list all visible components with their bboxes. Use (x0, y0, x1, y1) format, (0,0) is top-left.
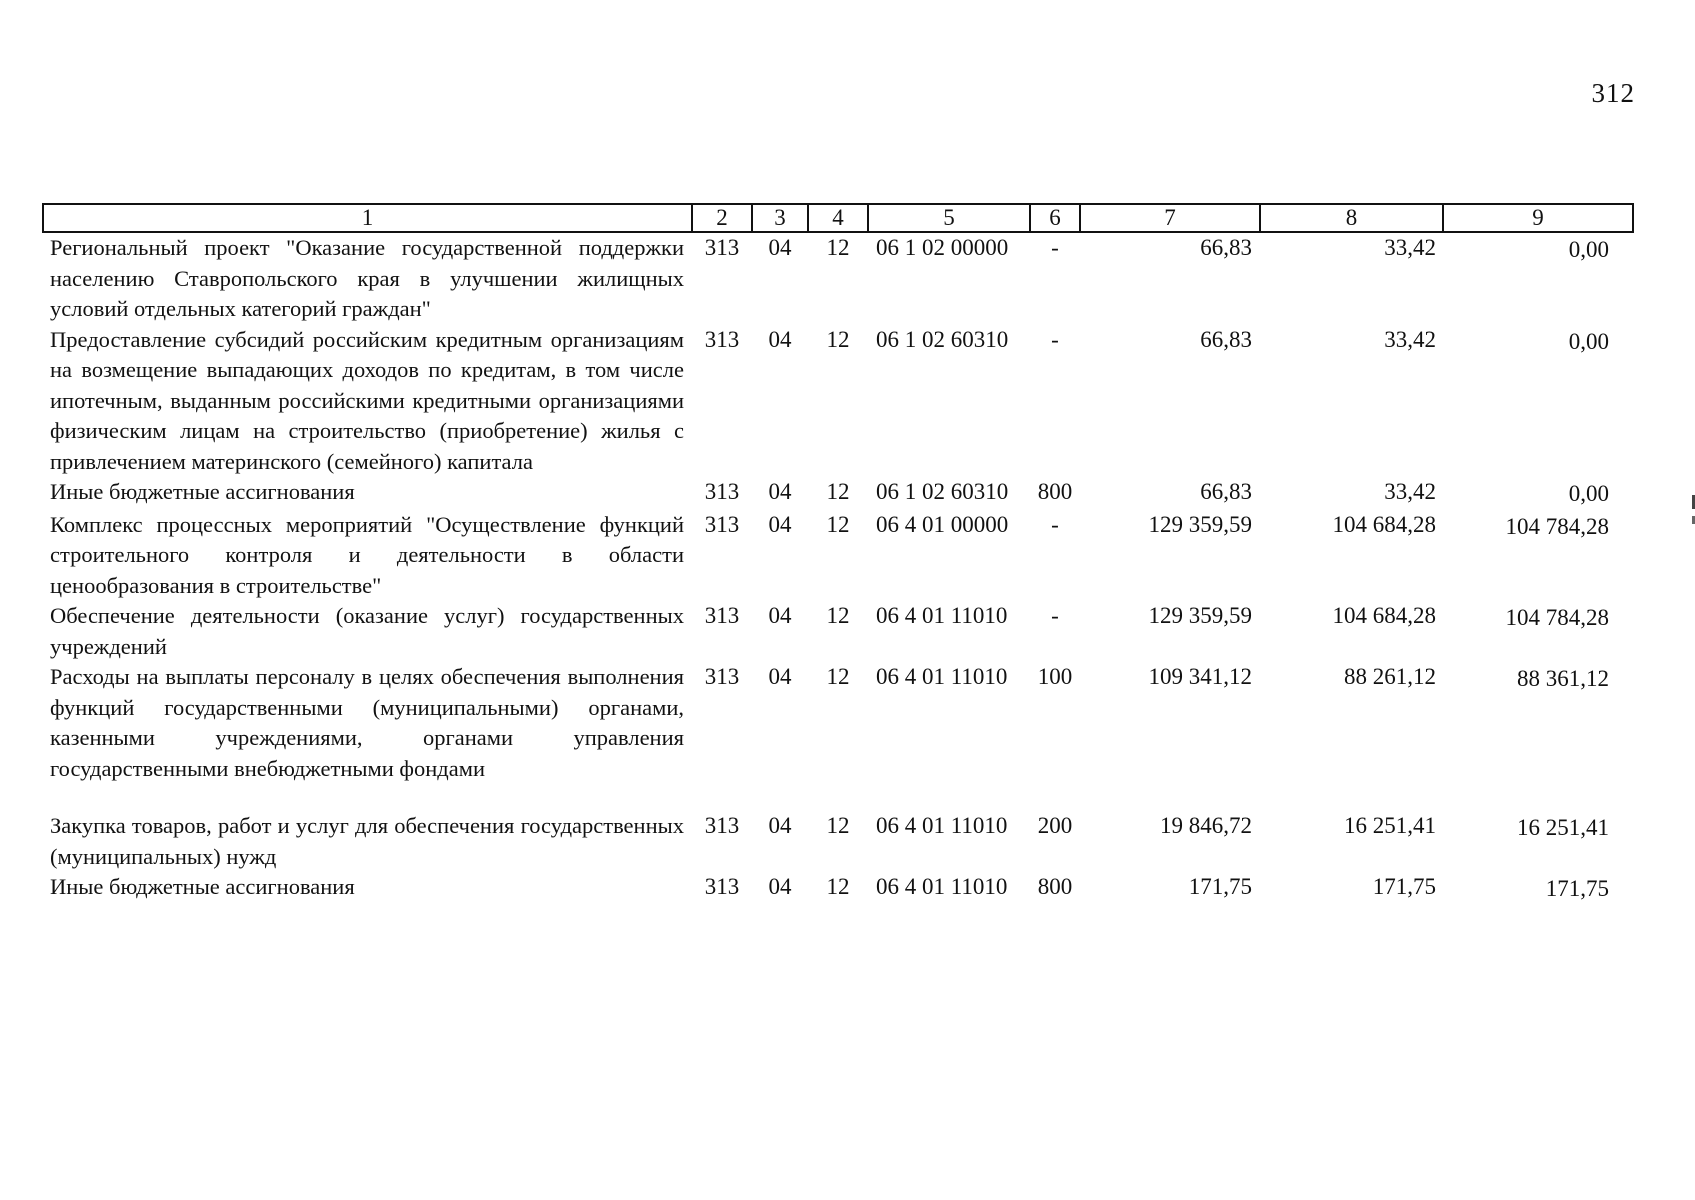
row-amount-col9: 104 784,28 (1505, 513, 1609, 539)
row-expense-type: 200 (1037, 813, 1073, 838)
row-amount-col8: 104 684,28 (1332, 603, 1436, 628)
header-col-1: 1 (43, 204, 692, 232)
row-target-article: 06 4 01 11010 (876, 813, 1008, 838)
header-col-4: 4 (808, 204, 868, 232)
table-row (43, 601, 1633, 662)
row-amount-col9: 104 784,28 (1505, 605, 1609, 630)
table-header (43, 204, 1633, 232)
row-expense-type: - (1051, 326, 1059, 352)
row-amount-col9: 88 361,12 (1517, 666, 1609, 691)
row-ministry-code: 313 (704, 603, 740, 628)
row-amount-col9: 16 251,41 (1517, 815, 1609, 840)
row-subsection-code: 12 (826, 326, 850, 352)
header-col-6: 6 (1030, 204, 1080, 232)
row-amount-col7: 129 359,59 (1148, 511, 1252, 537)
row-target-article: 06 4 01 11010 (876, 664, 1008, 689)
row-subsection-code: 12 (826, 235, 850, 260)
row-amount-col7: 66,83 (1200, 326, 1252, 352)
row-name: Региональный проект "Оказание государственной поддержки населению Ставропольского края в улучшении жилищных условий отдельных категорий граждан" (50, 235, 684, 321)
row-name: Обеспечение деятельности (оказание услуг) государственных учреждений (50, 603, 684, 659)
row-name: Комплекс процессных мероприятий "Осуществление функций строительного контроля и деятельности в области ценообразования в строительстве" (50, 511, 684, 598)
row-amount-col9: 0,00 (1568, 237, 1609, 262)
header-row (43, 204, 1633, 232)
row-section-code: 04 (768, 479, 792, 504)
budget-table (42, 203, 1634, 905)
row-subsection-code: 12 (826, 874, 850, 899)
row-amount-col8: 33,42 (1384, 326, 1436, 352)
row-target-article: 06 4 01 11010 (876, 874, 1008, 899)
row-amount-col7: 171,75 (1188, 874, 1252, 899)
header-col-9: 9 (1443, 204, 1633, 232)
row-amount-col8: 33,42 (1384, 479, 1436, 504)
table-body (43, 232, 1633, 905)
row-expense-type: - (1051, 511, 1059, 537)
row-name: Иные бюджетные ассигнования (50, 479, 355, 504)
row-expense-type: 800 (1037, 874, 1073, 899)
row-amount-col8: 88 261,12 (1344, 664, 1436, 689)
row-target-article: 06 4 01 11010 (876, 603, 1008, 628)
row-target-article: 06 4 01 00000 (876, 511, 1009, 537)
row-section-code: 04 (768, 603, 792, 628)
row-amount-col8: 33,42 (1384, 235, 1436, 260)
row-name: Закупка товаров, работ и услуг для обеспечения государственных (муниципальных) нужд (50, 813, 684, 869)
table-row (43, 510, 1633, 602)
header-col-5: 5 (868, 204, 1030, 232)
row-ministry-code: 313 (704, 511, 740, 537)
table-row (43, 662, 1633, 784)
row-ministry-code: 313 (704, 874, 740, 899)
row-expense-type: - (1051, 603, 1059, 628)
row-subsection-code: 12 (826, 479, 850, 504)
row-name: Иные бюджетные ассигнования (50, 874, 355, 899)
table-row (43, 872, 1633, 905)
row-amount-col7: 66,83 (1200, 479, 1252, 504)
row-section-code: 04 (768, 874, 792, 899)
row-target-article: 06 1 02 60310 (876, 326, 1009, 352)
row-amount-col7: 19 846,72 (1160, 813, 1252, 838)
header-col-7: 7 (1080, 204, 1260, 232)
row-amount-col7: 129 359,59 (1148, 603, 1252, 628)
header-col-2: 2 (692, 204, 752, 232)
header-col-3: 3 (752, 204, 808, 232)
row-ministry-code: 313 (704, 479, 740, 504)
row-expense-type: - (1051, 235, 1059, 260)
row-section-code: 04 (768, 511, 792, 537)
row-section-code: 04 (768, 664, 792, 689)
row-name: Расходы на выплаты персоналу в целях обеспечения выполнения функций государственными (муниципальными) органами, казенными учреждениями, органами управления государственными внебюджетными фондами (50, 664, 684, 781)
row-section-code: 04 (768, 326, 792, 352)
row-amount-col7: 66,83 (1200, 235, 1252, 260)
row-section-code: 04 (768, 813, 792, 838)
page-number: 312 (1591, 78, 1635, 108)
row-subsection-code: 12 (826, 603, 850, 628)
row-ministry-code: 313 (704, 235, 740, 260)
row-ministry-code: 313 (704, 813, 740, 838)
row-expense-type: 100 (1037, 664, 1073, 689)
row-amount-col7: 109 341,12 (1148, 664, 1252, 689)
row-target-article: 06 1 02 00000 (876, 235, 1009, 260)
row-ministry-code: 313 (704, 326, 740, 352)
row-name: Предоставление субсидий российским кредитным организациям на возмещение выпадающих доходов по кредитам, в том числе ипотечным, выданным российскими кредитными организациями физическим лицам на строительство (приобретение) жилья с привлечением материнского (семейного) капитала (50, 326, 684, 474)
table-row (43, 477, 1633, 510)
row-amount-col8: 16 251,41 (1344, 813, 1436, 838)
row-amount-col9: 0,00 (1568, 481, 1609, 506)
row-expense-type: 800 (1037, 479, 1073, 504)
row-amount-col8: 104 684,28 (1332, 511, 1436, 537)
row-target-article: 06 1 02 60310 (876, 479, 1009, 504)
table-row (43, 784, 1633, 872)
row-section-code: 04 (768, 235, 792, 260)
row-subsection-code: 12 (826, 664, 850, 689)
row-ministry-code: 313 (704, 664, 740, 689)
row-amount-col8: 171,75 (1372, 874, 1436, 899)
row-subsection-code: 12 (826, 511, 850, 537)
row-subsection-code: 12 (826, 813, 850, 838)
table-row (43, 325, 1633, 478)
row-amount-col9: 0,00 (1568, 328, 1609, 354)
table-row (43, 232, 1633, 325)
header-col-8: 8 (1260, 204, 1443, 232)
row-amount-col9: 171,75 (1545, 876, 1609, 901)
